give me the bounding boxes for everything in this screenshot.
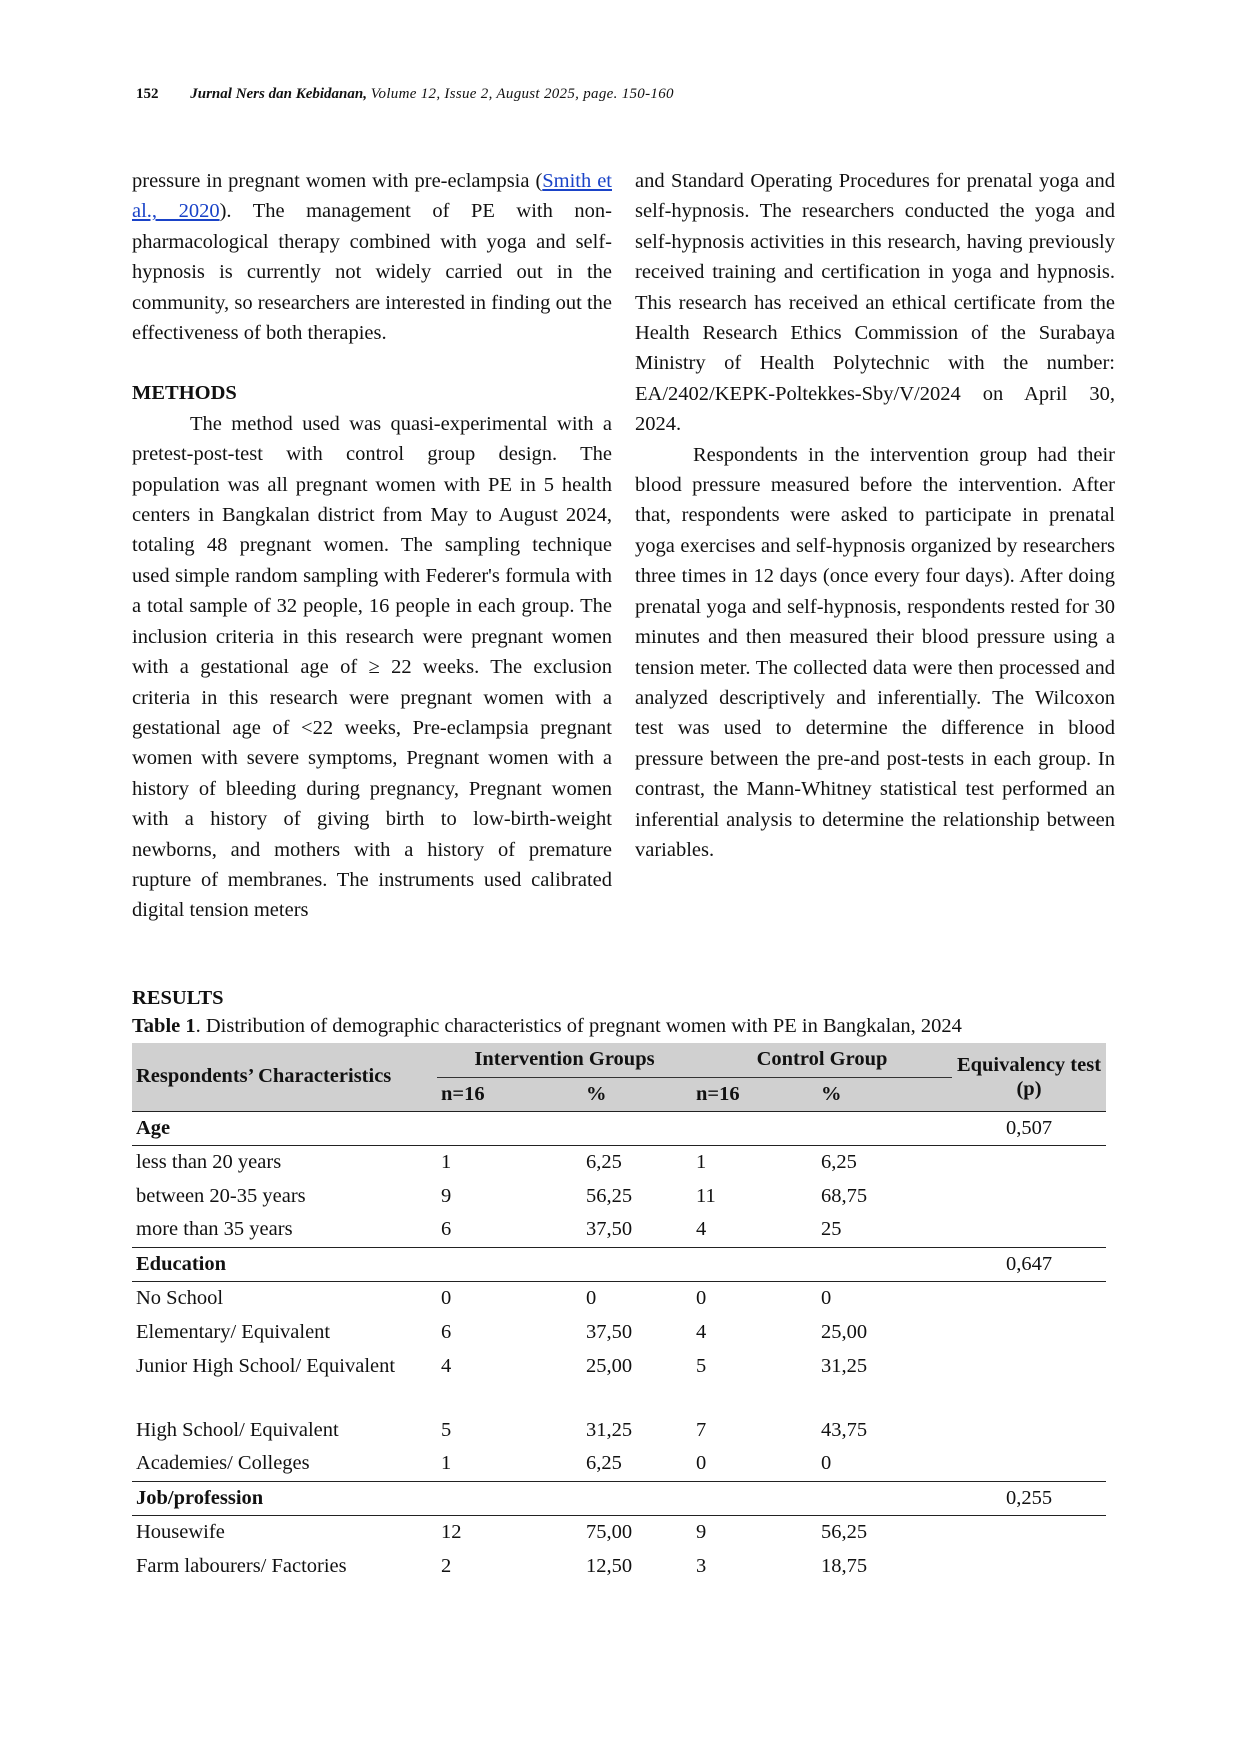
table-cell: 1 (441, 1452, 452, 1475)
header-pct-control: % (817, 1077, 952, 1111)
table-cell: 6,25 (586, 1452, 622, 1475)
table-cell: 4 (441, 1354, 452, 1377)
table-cell: 5 (696, 1354, 707, 1377)
table-cell: 0 (696, 1452, 707, 1475)
header-pct-intervention: % (582, 1077, 692, 1111)
section-p-value: 0,507 (952, 1111, 1106, 1145)
table-cell: 37,50 (586, 1218, 633, 1241)
table-cell: 0 (821, 1286, 832, 1309)
table-cell: 12 (441, 1520, 462, 1543)
table-cell: 12,50 (586, 1554, 633, 1577)
table-cell: 0 (821, 1452, 832, 1475)
table-cell: 37,50 (586, 1320, 633, 1343)
journal-issue: Volume 12, Issue 2, August 2025, page. 150-160 (370, 86, 674, 102)
table-cell: 4 (696, 1320, 707, 1343)
procedures-paragraph: and Standard Operating Procedures for prenatal yoga and self-hypnosis. The researchers conducted the yoga and self-hypnosis activities in this research, having previously received training and certification in yoga and hypnosis. This research has received an ethical certificate from the Health Research Ethics Commission of the Surabaya Ministry of Health Polytechnic with the number: EA/2402/KEPK-Poltekkes-Sby/V/2024 on April 30, 2024. (635, 170, 1115, 436)
left-column (132, 166, 612, 926)
table-cell: 25 (821, 1218, 842, 1241)
citation-link[interactable]: Smith et al., 2020 (132, 170, 612, 223)
table-cell: 9 (696, 1520, 707, 1543)
table-cell: 0 (696, 1286, 707, 1309)
section-name: Job/profession (132, 1481, 437, 1515)
table-cell: 56,25 (586, 1184, 633, 1207)
table-section-row (132, 1247, 1106, 1281)
table-row (132, 1549, 1106, 1583)
table-caption-text: . Distribution of demographic characteristics of pregnant women with PE in Bangkalan, 2024 (195, 1015, 962, 1037)
table-cell: 25,00 (586, 1354, 633, 1377)
page-number: 152 (136, 86, 159, 102)
table-cell: 56,25 (821, 1520, 868, 1543)
table-cell: 75,00 (586, 1520, 633, 1543)
row-label: Housewife (136, 1520, 225, 1543)
row-label: Farm labourers/ Factories (136, 1554, 347, 1577)
table-row (132, 1515, 1106, 1549)
methods-paragraph: The method used was quasi-experimental with a pretest-post-test with control group design. The population was all pregnant women with PE in 5 health centers in Bangkalan district from May to August 2024, totaling 48 pregnant women. The sampling technique used simple random sampling with Federer's formula with a total sample of 32 people, 16 people in each group. The inclusion criteria in this research were pregnant women with a gestational age of ≥ 22 weeks. The exclusion criteria in this research were pregnant women with a gestational age of <22 weeks, Pre-eclampsia pregnant women with severe symptoms, Pregnant women with a history of bleeding during pregnancy, Pregnant women with a history of giving birth to low-birth-weight newborns, and mothers with a history of premature rupture of membranes. The instruments used calibrated digital tension meters (132, 412, 612, 922)
table-cell: 5 (441, 1418, 452, 1441)
right-column (635, 166, 1115, 865)
table-cell: 18,75 (821, 1554, 868, 1577)
table-row (132, 1179, 1106, 1213)
table-cell: 6 (441, 1320, 452, 1343)
header-control-group: Control Group (692, 1043, 952, 1077)
table-row (132, 1145, 1106, 1179)
section-p-value: 0,647 (952, 1247, 1106, 1281)
table-cell: 43,75 (821, 1418, 868, 1441)
table-cell: 0 (586, 1286, 597, 1309)
intro-paren: ( (535, 170, 543, 192)
section-name: Age (132, 1111, 437, 1145)
table-section-row (132, 1111, 1106, 1145)
table-body (132, 1111, 1106, 1583)
intro-text-end: ). The management of PE with non-pharmacological therapy combined with yoga and self-hypnosis is currently not widely carried out in the community, so researchers are interested in finding out the effectiveness of both therapies. (132, 200, 612, 345)
table-cell: 1 (696, 1150, 707, 1173)
results-heading: RESULTS (132, 987, 224, 1009)
methods-heading: METHODS (132, 382, 237, 405)
row-label: No School (136, 1286, 224, 1309)
table-cell: 31,25 (586, 1418, 633, 1441)
table-cell: 6 (441, 1218, 452, 1241)
table-row (132, 1413, 1106, 1447)
header-n-control: n=16 (692, 1077, 817, 1111)
section-p-value: 0,255 (952, 1481, 1106, 1515)
table-cell: 6,25 (586, 1150, 622, 1173)
intro-paragraph (132, 166, 612, 348)
table-section-row (132, 1481, 1106, 1515)
table-cell: 7 (696, 1418, 707, 1441)
table-row (132, 1281, 1106, 1315)
intervention-paragraph: Respondents in the intervention group had their blood pressure measured before the intervention. After that, respondents were asked to participate in prenatal yoga exercises and self-hypnosis organized by researchers three times in 12 days (once every four days). After doing prenatal yoga and self-hypnosis, respondents rested for 30 minutes and then measured their blood pressure using a tension meter. The collected data were then processed and analyzed descriptively and inferentially. The Wilcoxon test was used to determine the difference in blood pressure between the pre-and post-tests in each group. In contrast, the Mann-Whitney statistical test performed an inferential analysis to determine the relationship between variables. (635, 443, 1115, 861)
intro-text-start: pressure in pregnant women with pre-eclampsia (132, 170, 530, 192)
section-name: Education (132, 1247, 437, 1281)
table-cell: 2 (441, 1554, 452, 1577)
demographics-table (132, 1043, 1106, 1583)
table-cell: 4 (696, 1218, 707, 1241)
table-cell: 68,75 (821, 1184, 868, 1207)
table-cell: 1 (441, 1150, 452, 1173)
row-label: Junior High School/ Equivalent (136, 1354, 396, 1377)
header-intervention-groups: Intervention Groups (437, 1043, 692, 1077)
table-cell: 31,25 (821, 1354, 868, 1377)
header-characteristics: Respondents’ Characteristics (132, 1043, 437, 1111)
row-label: more than 35 years (136, 1218, 293, 1241)
table-row (132, 1315, 1106, 1349)
header-n-intervention: n=16 (437, 1077, 582, 1111)
row-label: between 20-35 years (136, 1184, 306, 1207)
table-cell: 11 (696, 1184, 716, 1207)
header-equivalency-test: Equivalency test (p) (952, 1043, 1106, 1111)
table-cell: 25,00 (821, 1320, 868, 1343)
table-caption (132, 1015, 1112, 1038)
table-cell: 6,25 (821, 1150, 857, 1173)
table-cell: 0 (441, 1286, 452, 1309)
table-cell: 3 (696, 1554, 707, 1577)
table-row (132, 1213, 1106, 1247)
table-row (132, 1447, 1106, 1481)
table-row (132, 1349, 1106, 1383)
row-label: Elementary/ Equivalent (136, 1320, 331, 1343)
running-header (136, 86, 674, 103)
row-label: High School/ Equivalent (136, 1418, 339, 1441)
journal-name: Jurnal Ners dan Kebidanan, (190, 86, 367, 102)
row-label: Academies/ Colleges (136, 1452, 310, 1475)
table-cell: 9 (441, 1184, 452, 1207)
table-label: Table 1 (132, 1015, 196, 1037)
row-label: less than 20 years (136, 1150, 282, 1173)
